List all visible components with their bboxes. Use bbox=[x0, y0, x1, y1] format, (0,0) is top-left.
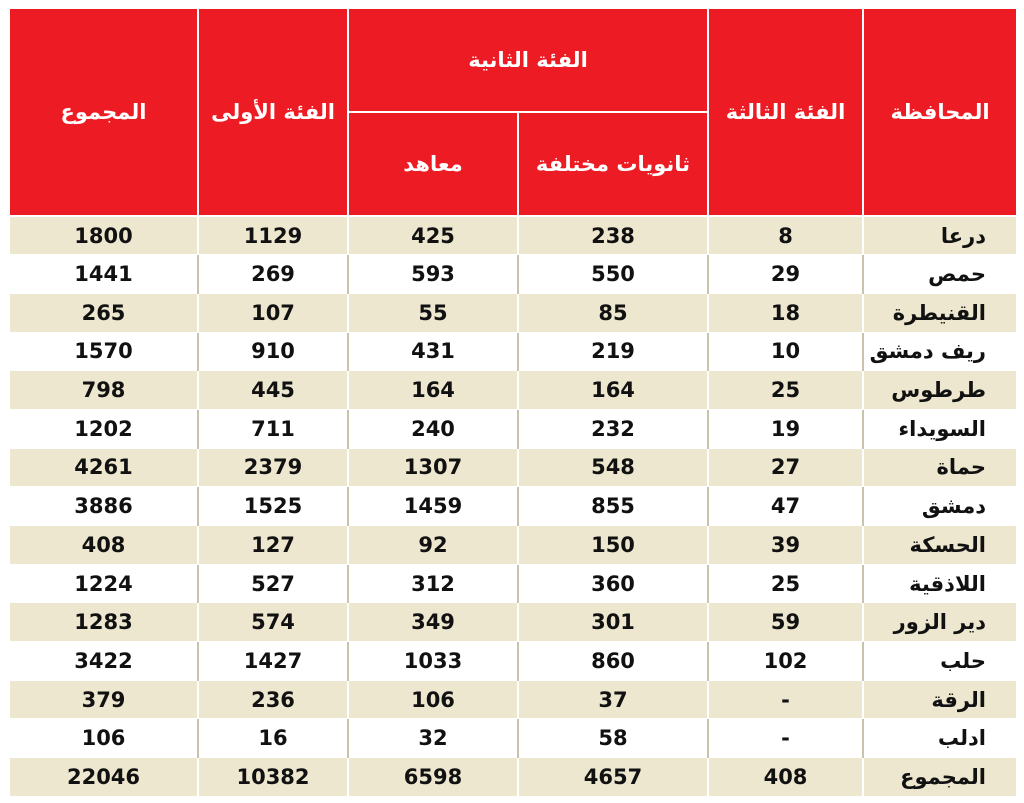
cell-institutes: 1033 bbox=[348, 642, 518, 681]
cell-governorate: اللاذقية bbox=[863, 564, 1017, 603]
cell-total: 1283 bbox=[9, 603, 198, 642]
cell-category-1: 236 bbox=[198, 680, 348, 719]
cell-institutes: 55 bbox=[348, 293, 518, 332]
header-category-3: الفئة الثالثة bbox=[708, 8, 863, 216]
cell-secondary-schools: 238 bbox=[518, 216, 708, 255]
cell-institutes: 425 bbox=[348, 216, 518, 255]
table-row bbox=[9, 526, 1017, 565]
cell-total: 3422 bbox=[9, 642, 198, 681]
cell-secondary-schools: 855 bbox=[518, 487, 708, 526]
table-row bbox=[9, 409, 1017, 448]
cell-secondary-schools: 4657 bbox=[518, 758, 708, 797]
cell-category-3: - bbox=[708, 719, 863, 758]
cell-governorate: الرقة bbox=[863, 680, 1017, 719]
table-row bbox=[9, 642, 1017, 681]
cell-category-1: 269 bbox=[198, 255, 348, 294]
cell-category-3: 27 bbox=[708, 448, 863, 487]
cell-governorate: ادلب bbox=[863, 719, 1017, 758]
cell-total: 408 bbox=[9, 526, 198, 565]
cell-category-1: 2379 bbox=[198, 448, 348, 487]
cell-total: 106 bbox=[9, 719, 198, 758]
table-row bbox=[9, 255, 1017, 294]
cell-total: 265 bbox=[9, 293, 198, 332]
header-governorate: المحافظة bbox=[863, 8, 1017, 216]
cell-institutes: 240 bbox=[348, 409, 518, 448]
cell-category-3: 29 bbox=[708, 255, 863, 294]
cell-institutes: 92 bbox=[348, 526, 518, 565]
cell-category-1: 1129 bbox=[198, 216, 348, 255]
cell-category-1: 527 bbox=[198, 564, 348, 603]
table-row bbox=[9, 448, 1017, 487]
cell-category-3: 102 bbox=[708, 642, 863, 681]
cell-secondary-schools: 164 bbox=[518, 371, 708, 410]
cell-institutes: 32 bbox=[348, 719, 518, 758]
cell-total: 4261 bbox=[9, 448, 198, 487]
cell-category-1: 711 bbox=[198, 409, 348, 448]
cell-secondary-schools: 219 bbox=[518, 332, 708, 371]
cell-institutes: 1307 bbox=[348, 448, 518, 487]
data-table bbox=[8, 7, 1018, 797]
cell-category-1: 910 bbox=[198, 332, 348, 371]
cell-category-1: 574 bbox=[198, 603, 348, 642]
table-body bbox=[9, 216, 1017, 797]
cell-institutes: 312 bbox=[348, 564, 518, 603]
cell-secondary-schools: 550 bbox=[518, 255, 708, 294]
header-category-2: الفئة الثانية bbox=[348, 8, 708, 112]
table-row bbox=[9, 564, 1017, 603]
table-row bbox=[9, 216, 1017, 255]
cell-institutes: 6598 bbox=[348, 758, 518, 797]
cell-secondary-schools: 58 bbox=[518, 719, 708, 758]
cell-category-1: 1427 bbox=[198, 642, 348, 681]
cell-category-3: 18 bbox=[708, 293, 863, 332]
table-row bbox=[9, 332, 1017, 371]
cell-secondary-schools: 860 bbox=[518, 642, 708, 681]
cell-category-1: 445 bbox=[198, 371, 348, 410]
cell-institutes: 1459 bbox=[348, 487, 518, 526]
cell-governorate: ريف دمشق bbox=[863, 332, 1017, 371]
table-header bbox=[9, 8, 1017, 216]
cell-category-3: 25 bbox=[708, 564, 863, 603]
header-secondary-schools: ثانويات مختلفة bbox=[518, 112, 708, 216]
cell-governorate: المجموع bbox=[863, 758, 1017, 797]
cell-category-3: 10 bbox=[708, 332, 863, 371]
cell-institutes: 164 bbox=[348, 371, 518, 410]
cell-governorate: حماة bbox=[863, 448, 1017, 487]
cell-governorate: حلب bbox=[863, 642, 1017, 681]
cell-category-3: 408 bbox=[708, 758, 863, 797]
cell-total: 3886 bbox=[9, 487, 198, 526]
header-category-1: الفئة الأولى bbox=[198, 8, 348, 216]
header-row-top bbox=[9, 8, 1017, 112]
table-row bbox=[9, 680, 1017, 719]
cell-secondary-schools: 85 bbox=[518, 293, 708, 332]
cell-secondary-schools: 301 bbox=[518, 603, 708, 642]
cell-total: 1800 bbox=[9, 216, 198, 255]
cell-total: 379 bbox=[9, 680, 198, 719]
cell-category-3: 8 bbox=[708, 216, 863, 255]
table-row bbox=[9, 719, 1017, 758]
cell-secondary-schools: 360 bbox=[518, 564, 708, 603]
cell-governorate: طرطوس bbox=[863, 371, 1017, 410]
cell-governorate: دمشق bbox=[863, 487, 1017, 526]
cell-total: 1202 bbox=[9, 409, 198, 448]
cell-category-3: 25 bbox=[708, 371, 863, 410]
cell-secondary-schools: 37 bbox=[518, 680, 708, 719]
cell-governorate: حمص bbox=[863, 255, 1017, 294]
cell-institutes: 593 bbox=[348, 255, 518, 294]
header-institutes: معاهد bbox=[348, 112, 518, 216]
cell-total: 1570 bbox=[9, 332, 198, 371]
header-total: المجموع bbox=[9, 8, 198, 216]
cell-category-3: 59 bbox=[708, 603, 863, 642]
cell-secondary-schools: 232 bbox=[518, 409, 708, 448]
cell-total: 1441 bbox=[9, 255, 198, 294]
cell-total: 1224 bbox=[9, 564, 198, 603]
cell-governorate: القنيطرة bbox=[863, 293, 1017, 332]
cell-category-1: 127 bbox=[198, 526, 348, 565]
cell-secondary-schools: 150 bbox=[518, 526, 708, 565]
cell-category-1: 107 bbox=[198, 293, 348, 332]
cell-category-1: 16 bbox=[198, 719, 348, 758]
cell-total: 22046 bbox=[9, 758, 198, 797]
cell-governorate: الحسكة bbox=[863, 526, 1017, 565]
table-row bbox=[9, 293, 1017, 332]
cell-category-3: 47 bbox=[708, 487, 863, 526]
cell-category-3: 39 bbox=[708, 526, 863, 565]
cell-secondary-schools: 548 bbox=[518, 448, 708, 487]
table-row-total bbox=[9, 758, 1017, 797]
table-row bbox=[9, 603, 1017, 642]
cell-institutes: 349 bbox=[348, 603, 518, 642]
cell-category-3: 19 bbox=[708, 409, 863, 448]
cell-institutes: 106 bbox=[348, 680, 518, 719]
table-row bbox=[9, 371, 1017, 410]
cell-category-1: 10382 bbox=[198, 758, 348, 797]
cell-category-3: - bbox=[708, 680, 863, 719]
cell-governorate: دير الزور bbox=[863, 603, 1017, 642]
table-row bbox=[9, 487, 1017, 526]
cell-governorate: السويداء bbox=[863, 409, 1017, 448]
cell-institutes: 431 bbox=[348, 332, 518, 371]
cell-total: 798 bbox=[9, 371, 198, 410]
cell-governorate: درعا bbox=[863, 216, 1017, 255]
cell-category-1: 1525 bbox=[198, 487, 348, 526]
